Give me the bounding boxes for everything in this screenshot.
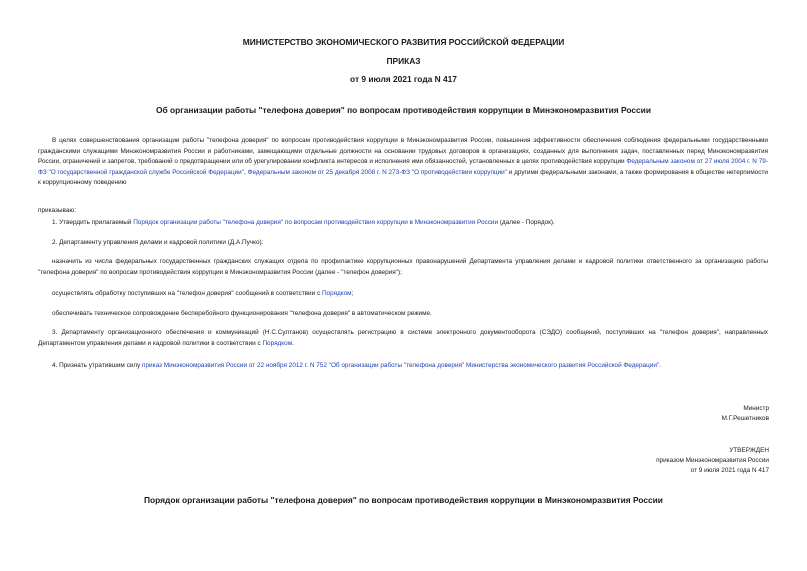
item-4 [52, 361, 661, 370]
federal-law-79-link[interactable]: Федеральным законом от 27 июля 2004 г. N 79-ФЗ "О государственной гражданской службе Российской Федерации" [38, 158, 768, 176]
item-1 [52, 218, 555, 227]
signature-name: М.Г.Решетников [721, 415, 769, 422]
item-3-post: . [292, 339, 294, 347]
procedure-link-2[interactable]: Порядком [321, 290, 352, 297]
item-2-sub-1: назначить из числа федеральных государственных гражданских служащих отдела по профилактике коррупционных правонарушений Департамента управления делами и кадровой политики ответственного за организацию работы "телефона доверия" по вопросам противодействия коррупции в Минэкономразвития России (далее - "телефон доверия"); [38, 258, 768, 276]
preamble-separator: , [244, 168, 248, 176]
doc-type-heading: ПРИКАЗ [386, 56, 421, 66]
item-2-sub-2 [52, 289, 353, 298]
approval-line-2: приказом Минэкономразвития России [656, 457, 769, 464]
item-2: 2. Департаменту управления делами и кадровой политики (Д.А.Пучко): [52, 239, 264, 246]
federal-law-273-link[interactable]: Федеральным законом от 25 декабря 2008 г. N 273-ФЗ "О противодействии коррупции" [247, 168, 507, 176]
orders-word: приказываю: [38, 207, 76, 214]
item-3 [38, 328, 768, 349]
date-number-heading: от 9 июля 2021 года N 417 [350, 74, 457, 84]
item-3-pre: 3. Департаменту организационного обеспечения и коммуникаций (Н.С.Султанов) осуществлять регистрацию в системе электронного документооборота (СЭДО) сообщений, поступивших на "телефон доверия", направленных Департаментом управления делами и кадровой политики в соответствии с [38, 329, 768, 347]
item-2-sub-2-post: ; [351, 290, 354, 297]
order-752-link[interactable]: приказ Минэкономразвития России от 22 ноября 2012 г. N 752 "Об организации работы "телефона доверия" Министерства экономического развития Российской Федерации" [142, 362, 660, 369]
item-4-post: . [659, 362, 661, 369]
preamble-text-1: В целях совершенствования организации работы "телефона доверия" по вопросам противодействия коррупции в Минэкономразвития России, повышения эффективности обеспечения соблюдения федеральными государственными гражданскими служащими Минэкономразвития России и работниками, замещающими отдельные должности на основании трудовых договоров в организациях, созданных для выполнения задач, поставленных перед Минэкономразвития России, ограничений и запретов, требований о предотвращении или об урегулировании конфликта интересов и исполнения ими обязанностей, установленных в целях противодействия коррупции [38, 137, 768, 166]
procedure-link[interactable]: Порядок организации работы "телефона доверия" по вопросам противодействия коррупции в Минэкономразвития России [133, 219, 499, 226]
appendix-title: Порядок организации работы "телефона доверия" по вопросам противодействия коррупции в Минэкономразвития России [144, 495, 663, 505]
preamble-paragraph [38, 136, 768, 189]
approval-line-1: УТВЕРЖДЕН [729, 447, 769, 454]
item-2-sub-2-pre: осуществлять обработку поступивших на "телефон доверия" сообщений в соответствии с [52, 290, 322, 297]
preamble-text-2: и другими федеральными законами, а также формирования в обществе нетерпимости к коррупционному поведению [38, 168, 768, 187]
item-1-pre: 1. Утвердить прилагаемый [52, 219, 134, 226]
item-1-post: (далее - Порядок). [498, 219, 555, 226]
approval-line-3: от 9 июля 2021 года N 417 [690, 467, 769, 474]
item-2-sub-3: обеспечивать техническое сопровождение бесперебойного функционирования "телефона доверия" в автоматическом режиме. [52, 310, 432, 317]
item-4-pre: 4. Признать утратившим силу [52, 362, 143, 369]
signature-position: Министр [743, 405, 769, 412]
procedure-link-3[interactable]: Порядком [262, 339, 293, 347]
document-title: Об организации работы "телефона доверия" по вопросам противодействия коррупции в Минэкономразвития России [156, 105, 651, 115]
ministry-heading: МИНИСТЕРСТВО ЭКОНОМИЧЕСКОГО РАЗВИТИЯ РОССИЙСКОЙ ФЕДЕРАЦИИ [242, 37, 565, 47]
